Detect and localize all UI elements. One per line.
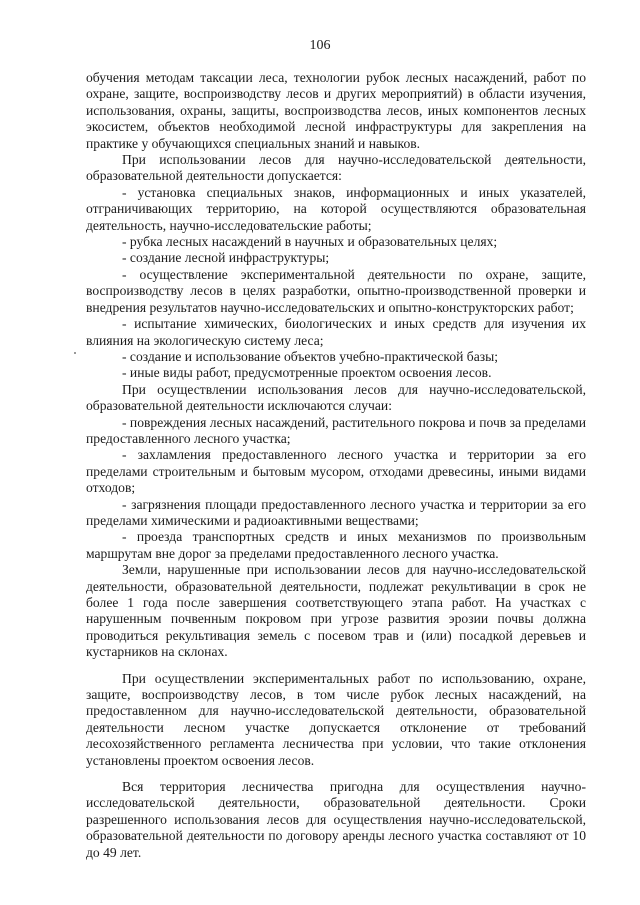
paragraph-allowed-intro: При использовании лесов для научно-исследовательской деятельности, образовательной деятельности допускается: (86, 152, 586, 184)
list-item-experimental: - осуществление экспериментальной деятельности по охране, защите, воспроизводству лесов в целях разработки, опытно-производственной проверки и внедрения результатов научно-исследовательских и опытно-конструкторских работ; (86, 266, 586, 315)
list-item-other-works: - иные виды работ, предусмотренные проектом освоения лесов. (122, 365, 492, 381)
paragraph-terms: Вся территория лесничества пригодна для осуществления научно-исследовательской деятельности, образовательной деятельности. Сроки разрешенного использования лесов для осуществления научно-исследовательской, образовательной деятельности по договору аренды лесного участка составляют от 10 до 49 лет. (86, 779, 586, 860)
list-item-educational-base: - создание и использование объектов учебно-практической базы; (122, 348, 499, 364)
paragraph-excluded-intro: При осуществлении использования лесов для научно-исследовательской, образовательной деятельности исключаются случаи: (86, 381, 586, 414)
list-item-littering: - захламления предоставленного лесного участка и территории за его пределами строительным и бытовым мусором, отходами древесины, иными видами отходов; (86, 447, 586, 496)
page-number: 106 (309, 38, 331, 53)
list-item-infrastructure: - создание лесной инфраструктуры; (122, 250, 330, 266)
scan-speck (74, 352, 76, 354)
list-item-damage: - повреждения лесных насаждений, растительного покрова и почв за пределами предоставленного лесного участка; (86, 414, 586, 446)
body-text (86, 70, 586, 861)
paragraph-continuation: обучения методам таксации леса, технологии рубок лесных насаждений, работ по охране, защите, воспроизводству лесов и других мероприятий) в области изучения, использования, охраны, защиты, воспроизводства лесов, иных компонентов лесных экосистем, объектов необходимой лесной инфраструктуры для закрепления на практике у обучающихся специальных знаний и навыков. (86, 70, 586, 151)
list-item-felling: - рубка лесных насаждений в научных и образовательных целях; (122, 234, 498, 250)
paragraph-deviation: При осуществлении экспериментальных работ по использованию, охране, защите, воспроизводству лесов, в том числе рубок лесных насаждений, на предоставленном для научно-исследовательской деятельности, образовательной деятельности лесном участке допускается отклонение от требований лесохозяйственного регламента лесничества при условии, что такие отклонения установлены проектом освоения лесов. (86, 670, 586, 768)
list-item-testing: - испытание химических, биологических и иных средств для изучения их влияния на экологическую систему леса; (86, 316, 586, 348)
paragraph-recultivation: Земли, нарушенные при использовании лесов для научно-исследовательской деятельности, образовательной деятельности, подлежат рекультивации в срок не более 1 года после завершения соответствующего этапа работ. На участках с нарушенным почвенным покровом при угрозе развития эрозии почвы должна проводиться рекультивация земель с посевом трав и (или) посадкой деревьев и кустарников на склонах. (86, 562, 586, 660)
list-item-signs: - установка специальных знаков, информационных и иных указателей, отграничивающих территорию, на которой осуществляются образовательная деятельность, научно-исследовательские работы; (86, 184, 586, 233)
list-item-vehicles: - проезда транспортных средств и иных механизмов по произвольным маршрутам вне дорог за пределами предоставленного лесного участка. (86, 529, 586, 561)
list-item-pollution: - загрязнения площади предоставленного лесного участка и территории за его пределами химическими и радиоактивными веществами; (86, 496, 586, 528)
